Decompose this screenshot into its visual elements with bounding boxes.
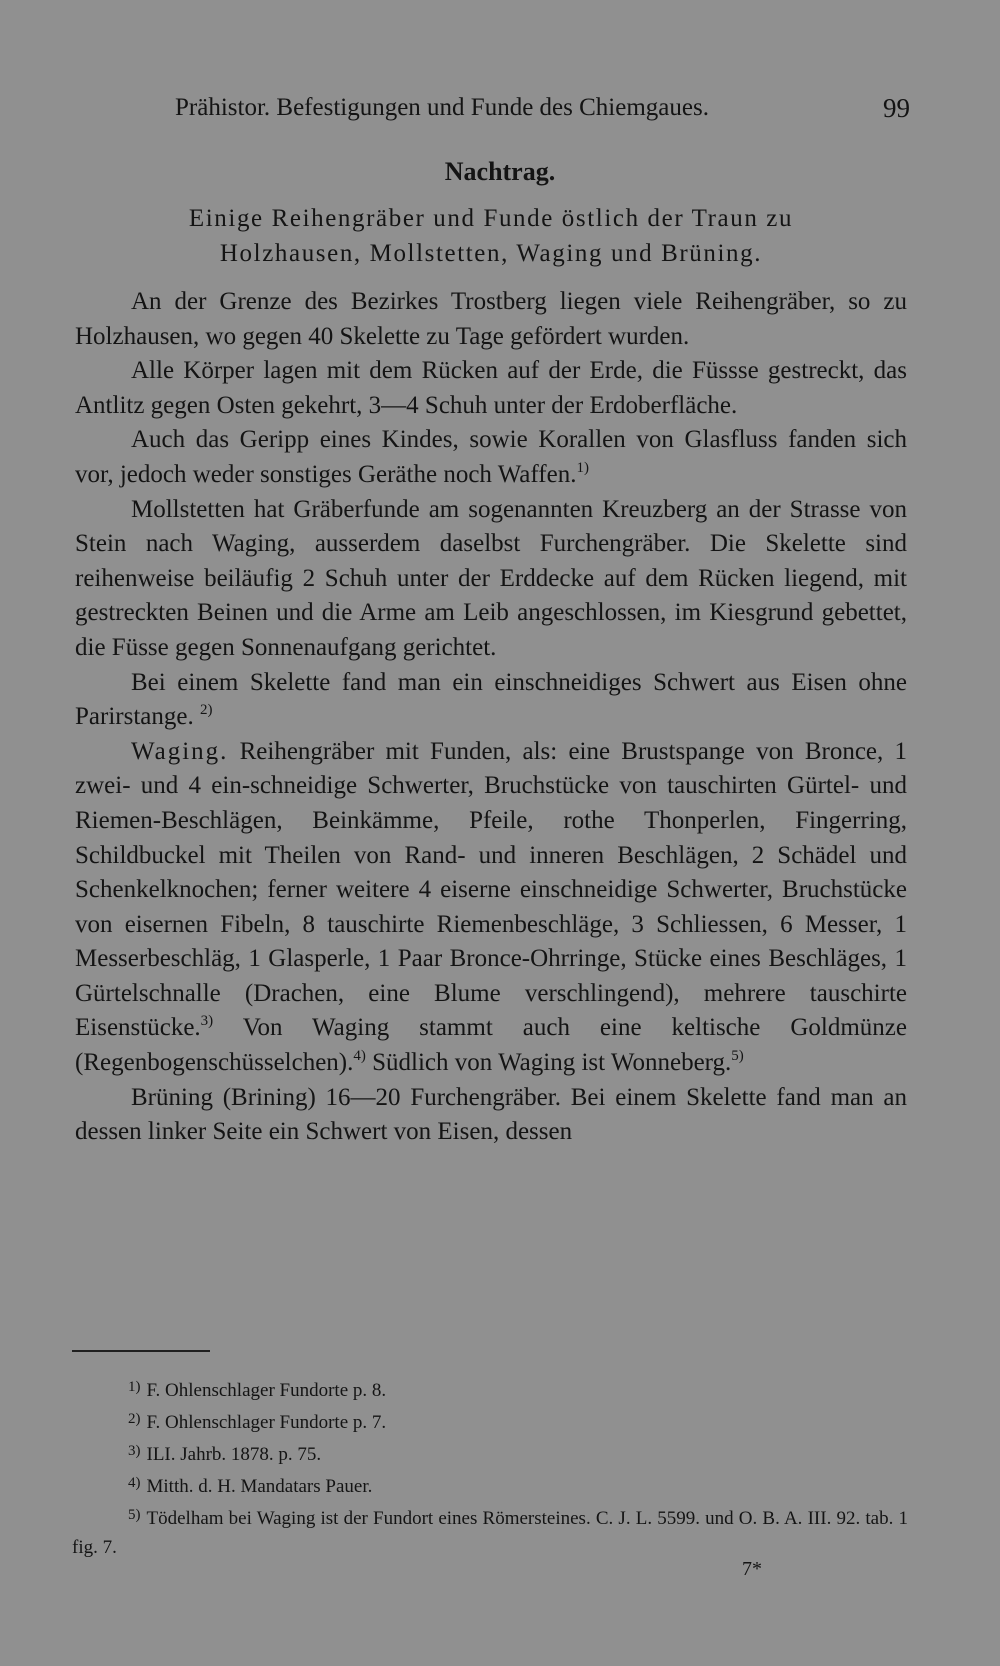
paragraph-burial-position: Alle Körper lagen mit dem Rücken auf der Erde, die Füssse gestreckt, das Antlitz gegen Osten gekehrt, 3—4 Schuh unter der Erdoberfläche. [75,357,907,419]
footnote-ref: 1) [576,459,589,476]
footnote-text: Mitth. d. H. Mandatars Pauer. [146,1476,373,1497]
paragraph-sword [75,666,907,735]
footnote-ref: 5) [731,1048,744,1065]
paragraph-text: Bei einem Skelette fand man ein einschneidiges Schwert aus Eisen ohne Parirstange. [75,668,907,731]
heading-line-2: Holzhausen, Mollstetten, Waging und Brüning. [219,239,763,267]
footnote-text: F. Ohlenschlager Fundorte p. 7. [146,1412,387,1433]
paragraph-text: Südlich von Waging ist Wonneberg. [372,1049,732,1077]
section-heading [75,202,907,271]
paragraph-child-skeleton [75,423,907,492]
heading-line-1: Einige Reihengräber und Funde östlich der Traun zu [188,205,794,232]
footnote-text: Tödelham bei Waging ist der Fundort eines Römersteines. C. J. L. 5599. und O. B. A. III. 92. tab. 1 fig. 7. [72,1508,908,1558]
paragraph-text: Auch das Geripp eines Kindes, sowie Korallen von Glasfluss fanden sich vor, jedoch weder sonstiges Geräthe noch Waffen. [75,426,907,488]
running-title: Prähistor. Befestigungen und Funde des Chiemgaues. [175,94,709,121]
footnote-3 [72,1437,908,1469]
footnote-mark: 2) [128,1411,141,1427]
footnote-mark: 3) [128,1443,141,1459]
footnote-mark: 5) [128,1507,141,1523]
footnote-text: ILI. Jahrb. 1878. p. 75. [146,1444,322,1465]
paragraph-bruening: Brüning (Brining) 16—20 Furchengräber. Bei einem Skelette fand man an dessen linker Seite ein Schwert von Eisen, dessen [75,1083,907,1146]
footnote-text: F. Ohlenschlager Fundorte p. 8. [146,1380,387,1401]
footnote-ref: 2) [199,702,213,719]
sheet-signature: 7* [742,1558,762,1580]
section-title: Nachtrag. [444,157,556,186]
footnote-4 [72,1469,908,1501]
footnote-ref: 4) [353,1048,366,1065]
footnote-mark: 4) [128,1475,141,1491]
paragraph-text: Reihengräber mit Funden, als: eine Brustspange von Bronce, 1 zwei- und 4 ein-schneidige Schwerter, Bruchstücke von tauschirten Gürtel- und Riemen-Beschlägen, Beinkämme, Pfeile, rothe Thonperlen, Fingerring, Schildbuckel mit Theilen von Rand- und inneren Beschlägen, 2 Schädel und Schenkelknochen; ferner weitere 4 eiserne einschneidige Schwerter, Bruchstücke von eisernen Fibeln, 8 tauschirte Riemenbeschläge, 3 Schliessen, 6 Messer, 1 Messerbeschläg, 1 Glasperle, 1 Paar Bronce-Ohrringe, Stücke eines Beschläges, 1 Gürtelschnalle (Drachen, eine Blume verschlingend), mehrere tauschirte Eisenstücke. [75,737,907,1042]
page-number: 99 [883,93,910,123]
footnote-5 [72,1501,908,1562]
main-text [75,285,907,1150]
paragraph-mollstetten: Mollstetten hat Gräberfunde am sogenannten Kreuzberg an der Strasse von Stein nach Waging, ausserdem daselbst Furchengräber. Die Skelette sind reihenweise beiläufig 2 Schuh unter der Erddecke auf dem Rücken liegend, mit gestreckten Beinen und die Arme am Leib angeschlossen, im Kiesgrund gebettet, die Füsse gegen Sonnenaufgang gerichtet. [75,495,907,661]
footnote-1 [72,1373,908,1405]
paragraph-text: Von Waging stammt auch eine keltische Goldmünze (Regenbogenschüsselchen). [75,1014,907,1077]
paragraph-holzhausen: An der Grenze des Bezirkes Trostberg liegen viele Reihengräber, so zu Holzhausen, wo gegen 40 Skelette zu Tage gefördert wurden. [75,288,907,350]
footnote-mark: 1) [128,1379,141,1395]
footnote-2 [72,1405,908,1437]
paragraph-waging [75,735,907,1081]
footnotes [72,1373,908,1562]
footnote-ref: 3) [200,1013,214,1030]
place-name-waging: Waging. [131,737,229,765]
footnote-divider [72,1350,210,1352]
